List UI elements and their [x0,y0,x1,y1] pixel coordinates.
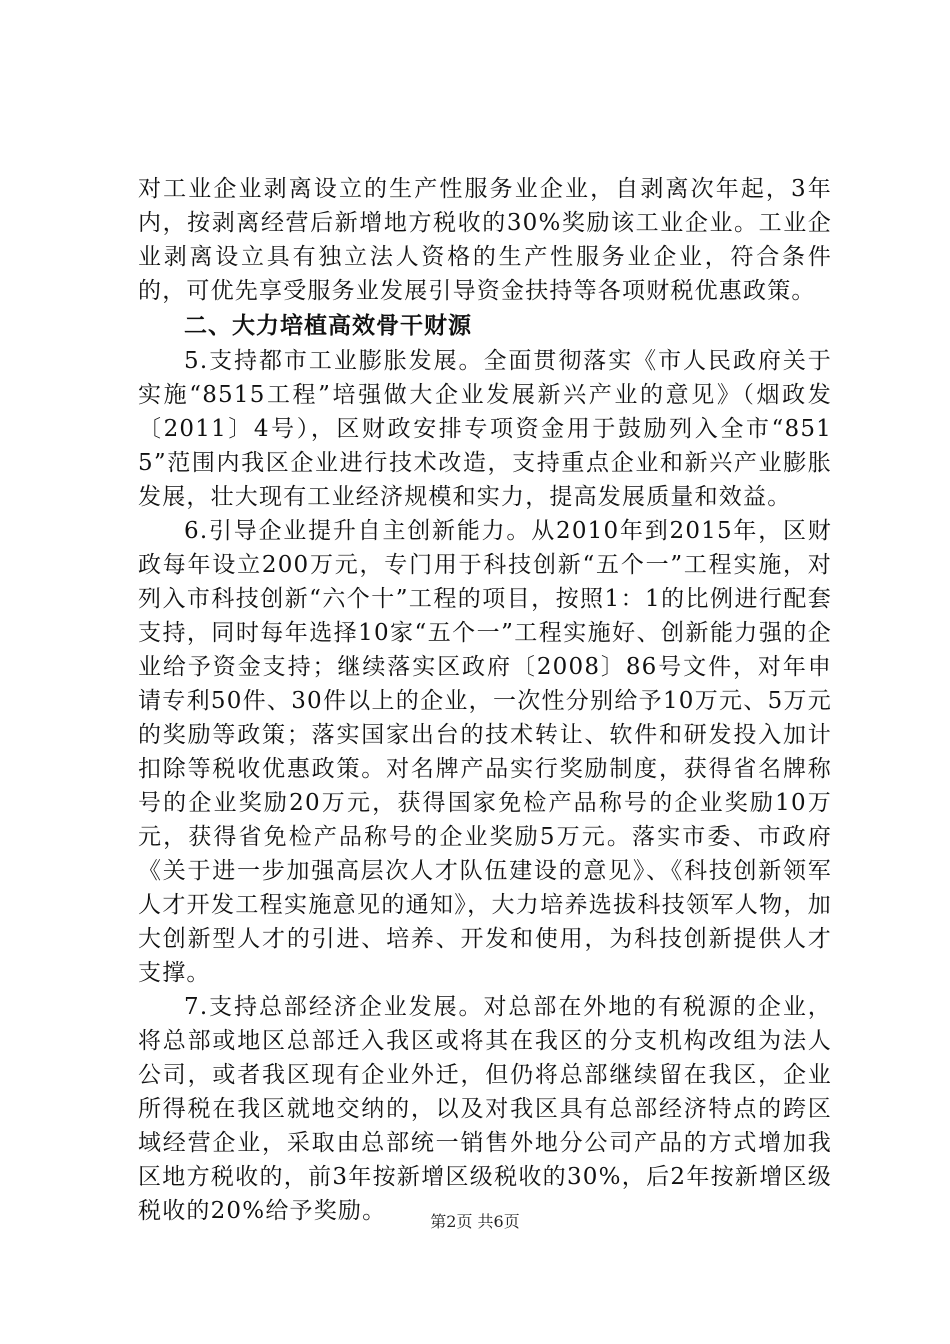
section-heading: 二、大力培植高效骨干财源 [184,313,472,339]
document-body [138,172,832,1228]
item-paragraph-5: 5.支持都市工业膨胀发展。全面贯彻落实《市人民政府关于实施“8515工程”培强做大企业发展新兴产业的意见》（烟政发〔2011〕4号），区财政安排专项资金用于鼓励列入全市“8515”范围内我区企业进行技术改造，支持重点企业和新兴产业膨胀发展，壮大现有工业经济规模和实力，提高发展质量和效益。 [138,348,832,510]
item-paragraph-7: 7.支持总部经济企业发展。对总部在外地的有税源的企业，将总部或地区总部迁入我区或将其在我区的分支机构改组为法人公司，或者我区现有企业外迁，但仍将总部继续留在我区，企业所得税在我区就地交纳的，以及对我区具有总部经济特点的跨区域经营企业，采取由总部统一销售外地分公司产品的方式增加我区地方税收的，前3年按新增区级税收的30%，后2年按新增区级税收的20%给予奖励。 [138,994,832,1224]
item-paragraph-6: 6.引导企业提升自主创新能力。从2010年到2015年，区财政每年设立200万元，专门用于科技创新“五个一”工程实施，对列入市科技创新“六个十”工程的项目，按照1：1的比例进行配套支持，同时每年选择10家“五个一”工程实施好、创新能力强的企业给予资金支持；继续落实区政府〔2008〕86号文件，对年申请专利50件、30件以上的企业，一次性分别给予10万元、5万元的奖励等政策；落实国家出台的技术转让、软件和研发投入加计扣除等税收优惠政策。对名牌产品实行奖励制度，获得省名牌称号的企业奖励20万元，获得国家免检产品称号的企业奖励10万元，获得省免检产品称号的企业奖励5万元。落实市委、市政府《关于进一步加强高层次人才队伍建设的意见》、《科技创新领军人才开发工程实施意见的通知》，大力培养选拔科技领军人物，加大创新型人才的引进、培养、开发和使用，为科技创新提供人才支撑。 [138,518,832,986]
page-footer: 第2页 共6页 [430,1212,520,1231]
continued-paragraph: 对工业企业剥离设立的生产性服务业企业，自剥离次年起，3年内，按剥离经营后新增地方税收的30%奖励该工业企业。工业企业剥离设立具有独立法人资格的生产性服务业企业，符合条件的，可优先享受服务业发展引导资金扶持等各项财税优惠政策。 [138,176,832,304]
